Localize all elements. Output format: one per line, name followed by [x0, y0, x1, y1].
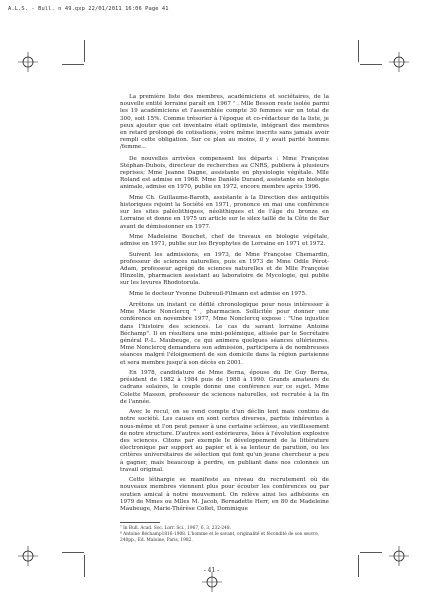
paragraph: En 1978, candidature de Mme Berna, épouse du Dr Guy Berna, président de 1982 à 1984 puis de 1988 à 1990. Grands amateurs de cadrans solaires, le couple donne une conférence sur ce sujet. Mme Colette Masson, professeur de sciences naturelles, est recrutée à la fin de l'année.: [120, 370, 329, 405]
paragraph: Mme Madeleine Bouchet, chef de travaux en biologie végétale, admise en 1971, publie sur les Bryophytes de Lorraine en 1971 et 1972.: [120, 234, 329, 248]
paragraph: Avec le recul, on se rend compte d'un déclin lent mais continu de notre société. Les causes en sont certes diverses, parfois inhérentes à nous-même et l'on peut penser à une certaine sclérose, au vieillissement de notre structure. D'autres sont extérieures, liées à l'évolution explosive des sciences. Citons par exemple le développement de la littérature électronique par support au papier et à sa lenteur de parution, ou les critères universitaires de sélection qui font qu'un jeune chercheur a peu à gagner, mais beaucoup à perdre, en publiant dans nos colonnes un travail original.: [120, 409, 329, 473]
registration-mark-top-right: [389, 52, 409, 72]
crop-mark-top-right-h: [360, 64, 382, 65]
crop-mark-top-left-v: [84, 40, 85, 62]
body-text: [120, 94, 329, 516]
crop-mark-bottom-left-h: [62, 552, 84, 553]
footnotes: [120, 526, 329, 544]
paragraph: De nouvelles arrivées compensent les départs : Mme Françoise Stéphan-Dubois, directeur de recherches au CNRS, publiera à plusieurs reprises; Mme Jeanne Dagne, assistante en physiologie végétale. Mlle Roland est admise en 1968. Mme Danièle Durand, assistante en biologie animale, admise en 1970, publie en 1972, encore membre après 1996.: [120, 155, 329, 191]
paragraph: Cette léthargie se manifeste au niveau du recrutement où de nouveaux membres viennent plus pour écouter les conférences ou par soutien amical à notre mouvement. On relève ainsi les adhésions en 1979 de Mmes ou Mlles M. Jacob, Bernadette Herr, en 80 de Madeleine Maubeuge, Marie-Thérèse Collet, Dominique: [120, 477, 329, 513]
paragraph: Arrêtons un instant ce défilé chronologique pour nous intéresser à Mme Marie Nonclercq ⁸ , pharmacien. Sollicitée pour donner une conférence en novembre 1977, Mme Nonclercq expose : "Une injustice dans l'histoire des sciences. Le cas du savant lorraine Antoine Béchamp". Il en résultera une mini-polémique, attisée par le Secrétaire général P.-L. Maubeuge, ce qui animera quelques séances ultérieures. Mme Nonclercq demandera son admission, participera à de nombreuses séances malgré l'éloignement de son domicile dans la région parisienne et sera membre jusqu'à son décès en 2001.: [120, 302, 329, 366]
paragraph: Mme Ch. Guillaume-Baroth, assistante à la Direction des antiquités historiques rejoint la Société en 1971, prononce en mai une conférence sur les sites paléolithiques, néolithiques et de l'âge du bronze en Lorraine et donne en 1975 un article sur le silex taillé de la Côte de Bar avant de démissionner en 1977.: [120, 194, 329, 230]
paragraph: Suivent les admissions, en 1973, de Mme Françoise Chemardin, professeur de sciences naturelles, puis en 1973 de Mme Odile Pérot-Adam, professeur agrégé de sciences naturelles et de Mlle Françoise Hinzelin, pharmacien assistant au laboratoire de Mycologie, qui publie sur les levures Rhodotorula.: [120, 251, 329, 287]
footnote: ⁷ In Bull. Acad. Soc. Lorr. Sci., 1967, 6, 3, 232-248.: [120, 526, 231, 531]
crop-mark-top-left-h: [62, 64, 84, 65]
paragraph: La première liste des membres, académiciens et sociétaires, de la nouvelle entité lorraine paraît en 1967 ⁷ . Mlle Besson reste isolée parmi les 19 académiciens et l'assemblée compte 30 femmes sur un total de 300, soit 15%. Comme trésorier à l'époque et co-rédacteur de la liste, je peux ajouter que cet inventaire était optimiste, intégrant des membres en retard prolongé de cotisations, voire même inscrits sans jamais avoir rempli cette obligation. Sur ce plan au moins, il y avait parité homme /femme…: [120, 94, 329, 151]
paragraph: Mme le docteur Yvonne Dubreuil-Filmann est admise en 1975.: [129, 290, 307, 297]
registration-mark-bottom-left: [18, 546, 38, 566]
print-slug: A.L.S. - Bull. n 49.qxp 22/01/2011 16:06 Page 41: [8, 6, 169, 12]
footnote: ⁸ Antoine Béchamp1816-1908. L'homme et le savant, originalité et fécondité de son œuvre, 240pp., Ed. Maloine, Paris, 1982.: [120, 532, 320, 543]
page-number: - 41 -: [203, 567, 220, 574]
footnote-rule: [120, 522, 160, 523]
crop-mark-top-right-v: [358, 40, 359, 62]
registration-mark-top-left: [18, 52, 38, 72]
registration-mark-bottom-right: [389, 546, 409, 566]
crop-mark-bottom-right-h: [360, 552, 382, 553]
registration-mark-bottom-center: [202, 572, 222, 592]
